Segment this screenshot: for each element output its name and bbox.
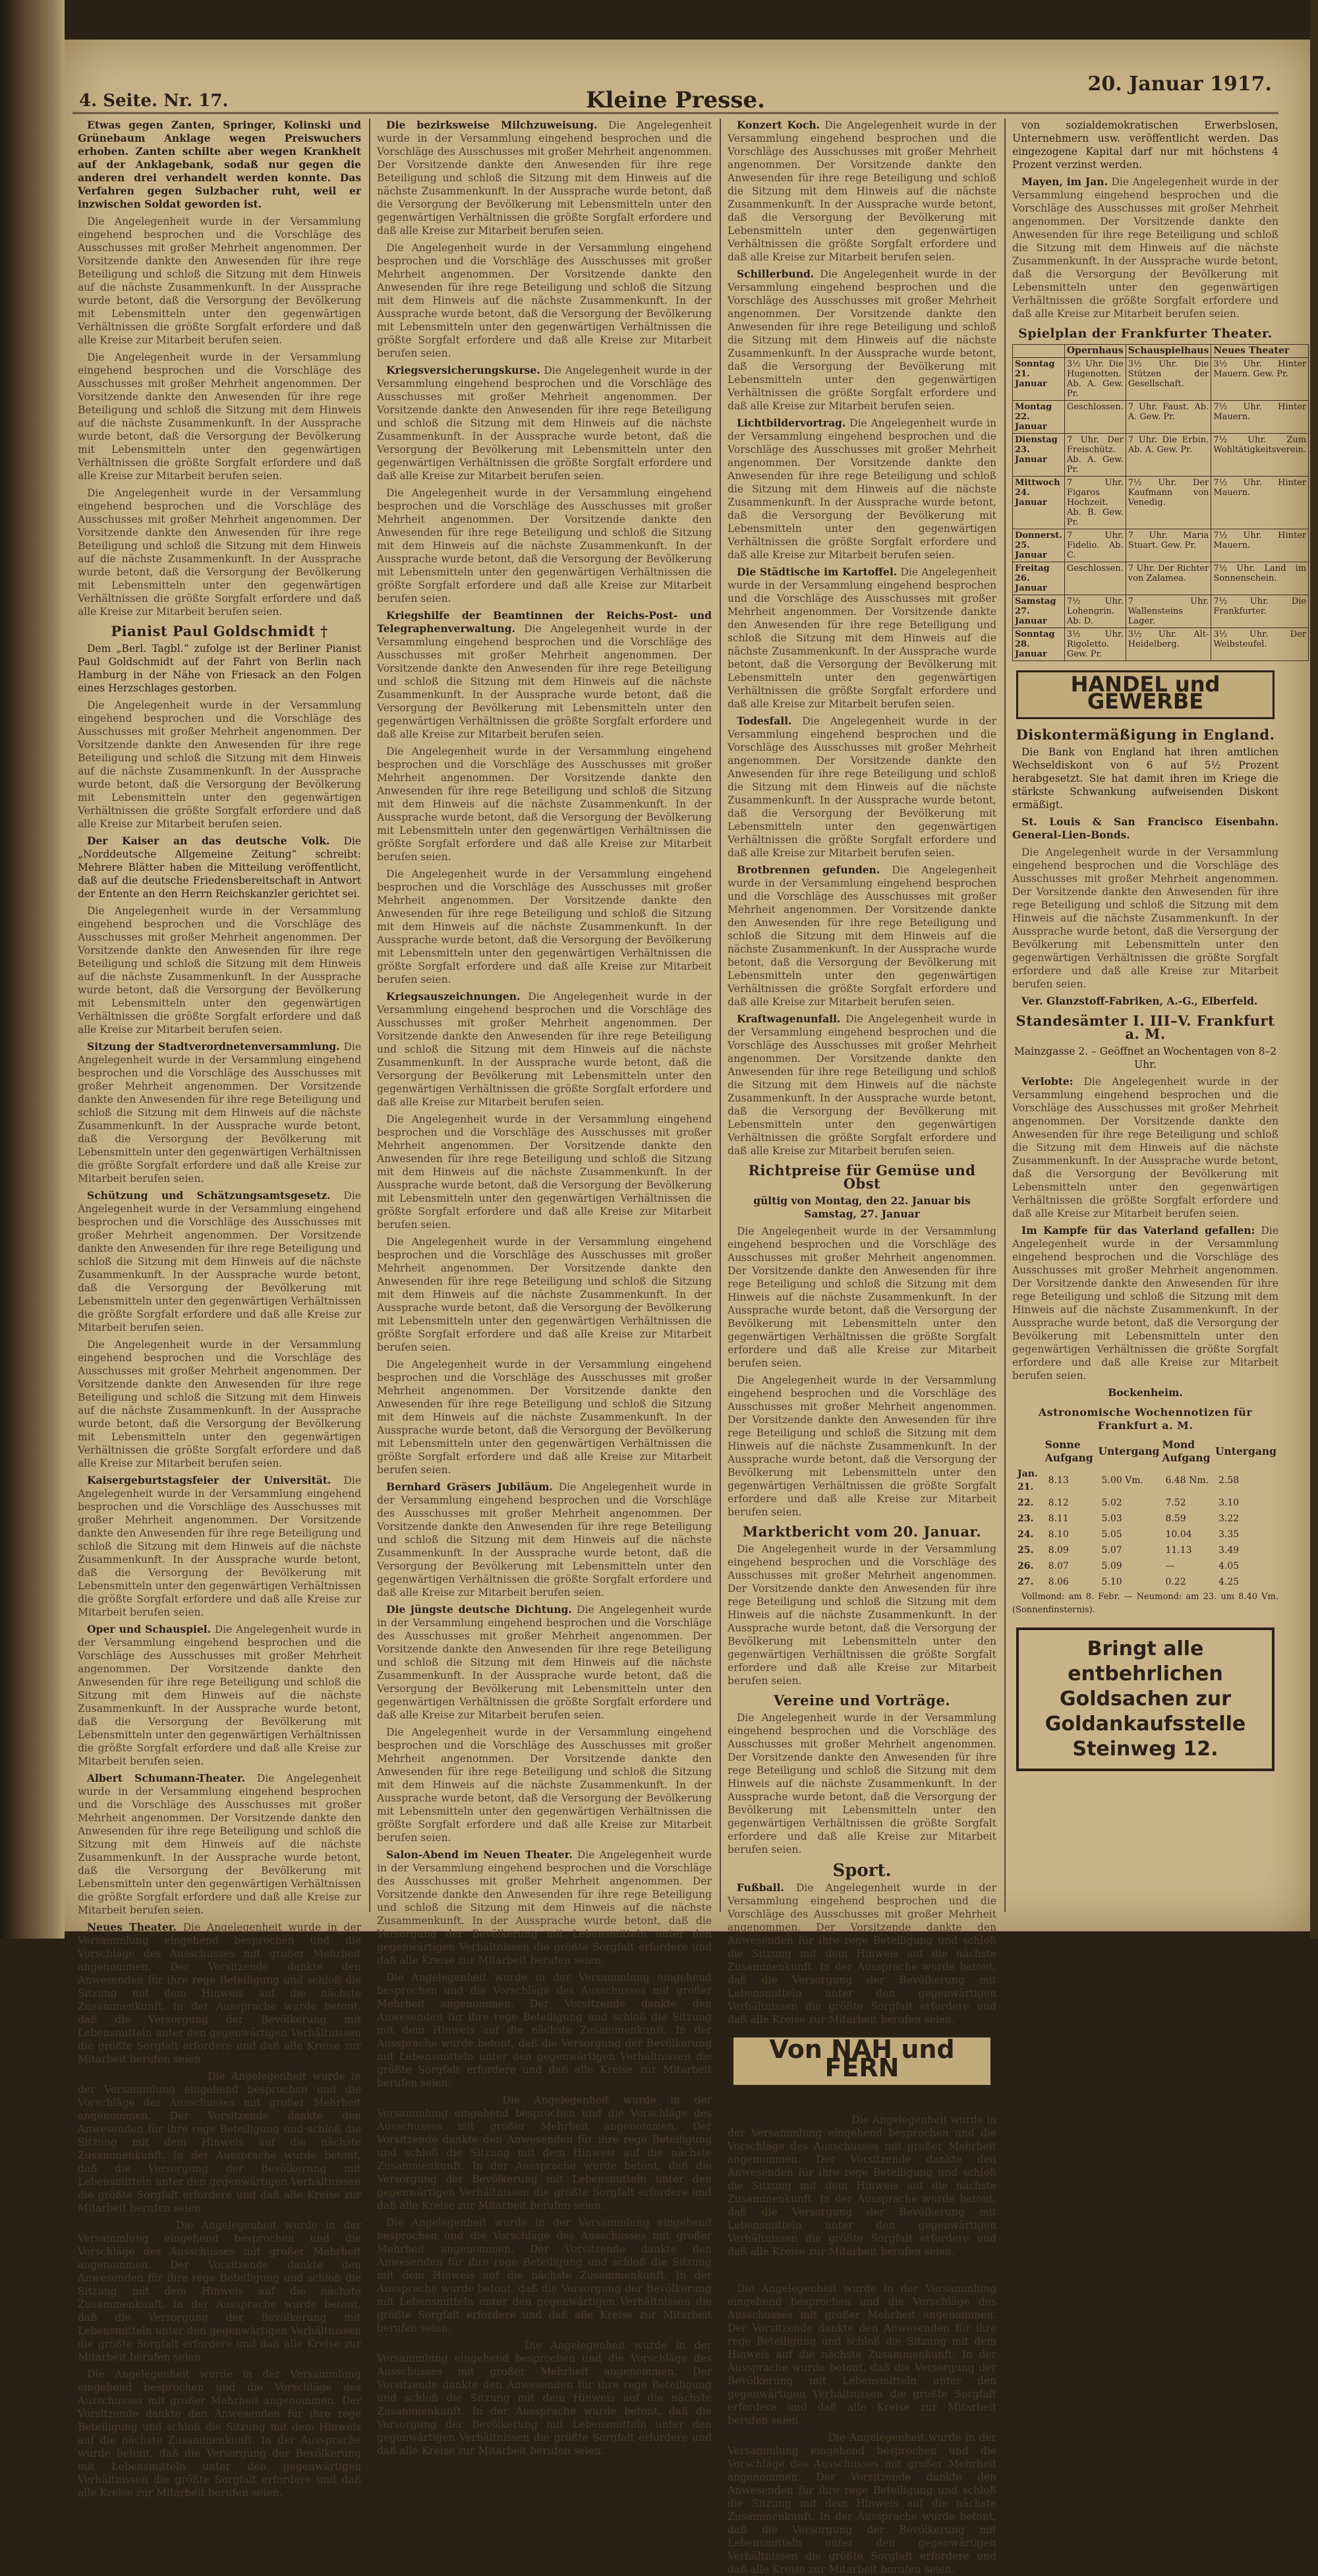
theater-cell: Dienstag 23. Januar (1013, 434, 1065, 477)
article-heading: Kriegshilfe der Beamtinnen der Reichs-Post- und Telegraphenverwaltung. (377, 609, 712, 635)
theater-cell: 3½ Uhr. Die Hugenotten. Ab. A. Gew. Pr. (1064, 358, 1126, 401)
section-subheading: Mainzgasse 2. – Geöffnet an Wochentagen von 8–2 Uhr. (1014, 1045, 1277, 1070)
column-4 (1012, 119, 1307, 1912)
astro-row (1014, 1543, 1277, 1558)
article-text: Die Angelegenheit wurde in der Versammlung eingehend besprochen und die Vorschläge des Ausschusses mit großer Mehrheit angenommen. Der Vorsitzende dankte den Anwesenden für ihre rege Beteiligung und schloß die Sitzung mit dem Hinweis auf die nächste Zusammenkunft. In der Aussprache wurde betont, daß die Versorgung der Bevölkerung mit Lebensmitteln unter den gegenwärtigen Verhältnissen die größte Sorgfalt erfordere und daß alle Kreise zur Mitarbeit berufen seien. (728, 864, 996, 1008)
astro-cell: 10.04 (1165, 1529, 1192, 1540)
astro-cell: 25. (1017, 1545, 1034, 1556)
article-text: Die Angelegenheit wurde in der Versammlung eingehend besprochen und die Vorschläge des Ausschusses mit großer Mehrheit angenommen. Der Vorsitzende dankte den Anwesenden für ihre rege Beteiligung und schloß die Sitzung mit dem Hinweis auf die nächste Zusammenkunft. In der Aussprache wurde betont, daß die Versorgung der Bevölkerung mit Lebensmitteln unter den gegenwärtigen Verhältnissen die größte Sorgfalt erfordere und daß alle Kreise zur Mitarbeit berufen seien. (728, 1013, 996, 1157)
article-text: Die Angelegenheit wurde in der Versammlung eingehend besprochen und die Vorschläge des Ausschusses mit großer Mehrheit angenommen. Der Vorsitzende dankte den Anwesenden für ihre rege Beteiligung und schloß die Sitzung mit dem Hinweis auf die nächste Zusammenkunft. In der Aussprache wurde betont, daß die Versorgung der Bevölkerung mit Lebensmitteln unter den gegenwärtigen Verhältnissen die größte Sorgfalt erfordere und daß alle Kreise zur Mitarbeit berufen seien. (377, 1359, 712, 1476)
article-text: Die Angelegenheit wurde in der Versammlung eingehend besprochen und die Vorschläge des Ausschusses mit großer Mehrheit angenommen. Der Vorsitzende dankte den Anwesenden für ihre rege Beteiligung und schloß die Sitzung mit dem Hinweis auf die nächste Zusammenkunft. In der Aussprache wurde betont, daß die Versorgung der Bevölkerung mit Lebensmitteln unter den gegenwärtigen Verhältnissen die größte Sorgfalt erfordere und daß alle Kreise zur Mitarbeit berufen seien. (78, 1041, 361, 1185)
article-text: Die Angelegenheit wurde in der Versammlung eingehend besprochen und die Vorschläge des Ausschusses mit großer Mehrheit angenommen. Der Vorsitzende dankte den Anwesenden für ihre rege Beteiligung und schloß die Sitzung mit dem Hinweis auf die nächste Zusammenkunft. In der Aussprache wurde betont, daß die Versorgung der Bevölkerung mit Lebensmitteln unter den gegenwärtigen Verhältnissen die größte Sorgfalt erfordere und daß alle Kreise zur Mitarbeit berufen seien. (78, 699, 361, 830)
page-number: 4. Seite. Nr. 17. (79, 91, 229, 111)
theater-header (1013, 345, 1065, 358)
astro-row (1014, 1527, 1277, 1542)
article-dateline: Darmstadt, 19. Jan. (737, 2113, 849, 2126)
banner-text: HANDEL und GEWERBE (1070, 672, 1220, 714)
article-text: Die Angelegenheit wurde in der Versammlung eingehend besprochen und die Vorschläge des Ausschusses mit großer Mehrheit angenommen. Der Vorsitzende dankte den Anwesenden für ihre rege Beteiligung und schloß die Sitzung mit dem Hinweis auf die nächste Zusammenkunft. In der Aussprache wurde betont, daß die Versorgung der Bevölkerung mit Lebensmitteln unter den gegenwärtigen Verhältnissen die größte Sorgfalt erfordere und daß alle Kreise zur Mitarbeit berufen seien. (377, 1236, 712, 1353)
gold-ad (1016, 1627, 1275, 1771)
article-text: Die Angelegenheit wurde in der Versammlung eingehend besprochen und die Vorschläge des Ausschusses mit großer Mehrheit angenommen. Der Vorsitzende dankte den Anwesenden für ihre rege Beteiligung und schloß die Sitzung mit dem Hinweis auf die nächste Zusammenkunft. In der Aussprache wurde betont, daß die Versorgung der Bevölkerung mit Lebensmitteln unter den gegenwärtigen Verhältnissen die größte Sorgfalt erfordere und daß alle Kreise zur Mitarbeit berufen seien. (728, 1225, 996, 1369)
article-heading: Brotbrennen gefunden. (737, 864, 880, 876)
theater-cell: Mittwoch 24. Januar (1013, 477, 1065, 529)
theater-header: Schauspielhaus (1126, 345, 1211, 358)
section-heading: Aus Darmstadt. (799, 2263, 925, 2279)
theater-row (1013, 595, 1309, 628)
article-heading: Die Städtische im Kartoffel. (737, 566, 898, 578)
article-text: Die Angelegenheit wurde in der Versammlung eingehend besprochen und die Vorschläge des Ausschusses mit großer Mehrheit angenommen. Der Vorsitzende dankte den Anwesenden für ihre rege Beteiligung und schloß die Sitzung mit dem Hinweis auf die nächste Zusammenkunft. In der Aussprache wurde betont, daß die Versorgung der Bevölkerung mit Lebensmitteln unter den gegenwärtigen Verhältnissen die größte Sorgfalt erfordere und daß alle Kreise zur Mitarbeit berufen seien. (1012, 1225, 1278, 1382)
article-text: Die Angelegenheit wurde in der Versammlung eingehend besprochen und die Vorschläge des Ausschusses mit großer Mehrheit angenommen. Der Vorsitzende dankte den Anwesenden für ihre rege Beteiligung und schloß die Sitzung mit dem Hinweis auf die nächste Zusammenkunft. In der Aussprache wurde betont, daß die Versorgung der Bevölkerung mit Lebensmitteln unter den gegenwärtigen Verhältnissen die größte Sorgfalt erfordere und daß alle Kreise zur Mitarbeit berufen seien. (377, 487, 712, 604)
article-text: Die Angelegenheit wurde in der Versammlung eingehend besprochen und die Vorschläge des Ausschusses mit großer Mehrheit angenommen. Der Vorsitzende dankte den Anwesenden für ihre rege Beteiligung und schloß die Sitzung mit dem Hinweis auf die nächste Zusammenkunft. In der Aussprache wurde betont, daß die Versorgung der Bevölkerung mit Lebensmitteln unter den gegenwärtigen Verhältnissen die größte Sorgfalt erfordere und daß alle Kreise zur Mitarbeit berufen seien. (728, 1374, 996, 1518)
section-heading: Ein Kaisertelegramm. (773, 2094, 951, 2111)
article-text: Die Angelegenheit wurde in der Versammlung eingehend besprochen und die Vorschläge des Ausschusses mit großer Mehrheit angenommen. Der Vorsitzende dankte den Anwesenden für ihre rege Beteiligung und schloß die Sitzung mit dem Hinweis auf die nächste Zusammenkunft. In der Aussprache wurde betont, daß die Versorgung der Bevölkerung mit Lebensmitteln unter den gegenwärtigen Verhältnissen die größte Sorgfalt erfordere und daß alle Kreise zur Mitarbeit berufen seien. (377, 1113, 712, 1231)
list-heading: Verlobte: (1021, 1075, 1074, 1088)
astro-note: Vollmond: am 8. Febr. — Neumond: am 23. um 8.40 Vm. (Sonnenfinsternis). (1012, 1592, 1278, 1615)
article-text: Die Angelegenheit wurde in der Versammlung eingehend besprochen und die Vorschläge des Ausschusses mit großer Mehrheit angenommen. Der Vorsitzende dankte den Anwesenden für ihre rege Beteiligung und schloß die Sitzung mit dem Hinweis auf die nächste Zusammenkunft. In der Aussprache wurde betont, daß die Versorgung der Bevölkerung mit Lebensmitteln unter den gegenwärtigen Verhältnissen die größte Sorgfalt erfordere und daß alle Kreise zur Mitarbeit berufen seien. (728, 715, 996, 859)
section-heading: Marktbericht vom 20. Januar. (742, 1523, 982, 1540)
article-text: Die Angelegenheit wurde in der Versammlung eingehend besprochen und die Vorschläge des Ausschusses mit großer Mehrheit angenommen. Der Vorsitzende dankte den Anwesenden für ihre rege Beteiligung und schloß die Sitzung mit dem Hinweis auf die nächste Zusammenkunft. In der Aussprache wurde betont, daß die Versorgung der Bevölkerung mit Lebensmitteln unter den gegenwärtigen Verhältnissen die größte Sorgfalt erfordere und daß alle Kreise zur Mitarbeit berufen seien. (377, 1726, 712, 1844)
article-text: Die Angelegenheit wurde in der Versammlung eingehend besprochen und die Vorschläge des Ausschusses mit großer Mehrheit angenommen. Der Vorsitzende dankte den Anwesenden für ihre rege Beteiligung und schloß die Sitzung mit dem Hinweis auf die nächste Zusammenkunft. In der Aussprache wurde betont, daß die Versorgung der Bevölkerung mit Lebensmitteln unter den gegenwärtigen Verhältnissen die größte Sorgfalt erfordere und daß alle Kreise zur Mitarbeit berufen seien. (728, 2432, 997, 2575)
astro-row (1014, 1496, 1277, 1510)
theater-cell: Donnerst. 25. Januar (1013, 529, 1065, 562)
astro-cell: 5.09 (1101, 1561, 1122, 1571)
section-heading: Sport. (832, 1861, 892, 1881)
article-text: Die Angelegenheit wurde in der Versammlung eingehend besprochen und die Vorschläge des Ausschusses mit großer Mehrheit angenommen. Der Vorsitzende dankte den Anwesenden für ihre rege Beteiligung und schloß die Sitzung mit dem Hinweis auf die nächste Zusammenkunft. In der Aussprache wurde betont, daß die Versorgung der Bevölkerung mit Lebensmitteln unter den gegenwärtigen Verhältnissen die größte Sorgfalt erfordere und daß alle Kreise zur Mitarbeit berufen seien. (377, 1604, 712, 1721)
astro-cell: 23. (1017, 1513, 1034, 1524)
astro-cell: 2.58 (1218, 1475, 1240, 1486)
theater-cell: Montag 22. Januar (1013, 401, 1065, 434)
astro-cell: 5.02 (1101, 1498, 1122, 1508)
astro-header: Untergang (1215, 1445, 1276, 1457)
theater-cell: Freitag 26. Januar (1013, 562, 1065, 595)
column-divider (1004, 119, 1006, 1912)
page-edge (1310, 0, 1318, 1939)
article-text: Die Angelegenheit wurde in der Versammlung eingehend besprochen und die Vorschläge des Ausschusses mit großer Mehrheit angenommen. Der Vorsitzende dankte den Anwesenden für ihre rege Beteiligung und schloß die Sitzung mit dem Hinweis auf die nächste Zusammenkunft. In der Aussprache wurde betont, daß die Versorgung der Bevölkerung mit Lebensmitteln unter den gegenwärtigen Verhältnissen die größte Sorgfalt erfordere und daß alle Kreise zur Mitarbeit berufen seien. (78, 1624, 361, 1767)
article-heading: Sitzung der Stadtverordnetenversammlung. (87, 1040, 340, 1053)
theater-cell: 3½ Uhr. Der Weibsteufel. (1211, 628, 1309, 661)
article-heading: Kriegsversicherungskurse. (386, 364, 540, 376)
theater-row (1013, 477, 1309, 529)
astro-header (1014, 1438, 1043, 1465)
article-text: Die Angelegenheit wurde in der Versammlung eingehend besprochen und die Vorschläge des Ausschusses mit großer Mehrheit angenommen. Der Vorsitzende dankte den Anwesenden für ihre rege Beteiligung und schloß die Sitzung mit dem Hinweis auf die nächste Zusammenkunft. In der Aussprache wurde betont, daß die Versorgung der Bevölkerung mit Lebensmitteln unter den gegenwärtigen Verhältnissen die größte Sorgfalt erfordere und daß alle Kreise zur Mitarbeit berufen seien. (728, 1882, 996, 2026)
theater-cell: 7 Uhr. Die Erbin. Ab. A. Gew. Pr. (1126, 434, 1211, 477)
article-text: Die Angelegenheit wurde in der Versammlung eingehend besprochen und die Vorschläge des Ausschusses mit großer Mehrheit angenommen. Der Vorsitzende dankte den Anwesenden für ihre rege Beteiligung und schloß die Sitzung mit dem Hinweis auf die nächste Zusammenkunft. In der Aussprache wurde betont, daß die Versorgung der Bevölkerung mit Lebensmitteln unter den gegenwärtigen Verhältnissen die größte Sorgfalt erfordere und daß alle Kreise zur Mitarbeit berufen seien. (78, 1475, 361, 1618)
astro-cell: Jan. 21. (1017, 1469, 1038, 1492)
article-text: Die Angelegenheit wurde in der Versammlung eingehend besprochen und die Vorschläge des Ausschusses mit großer Mehrheit angenommen. Der Vorsitzende dankte den Anwesenden für ihre rege Beteiligung und schloß die Sitzung mit dem Hinweis auf die nächste Zusammenkunft. In der Aussprache wurde betont, daß die Versorgung der Bevölkerung mit Lebensmitteln unter den gegenwärtigen Verhältnissen die größte Sorgfalt erfordere und daß alle Kreise zur Mitarbeit berufen seien. (78, 1772, 361, 1916)
astro-cell: 5.03 (1101, 1513, 1122, 1524)
article-text: Die Angelegenheit wurde in der Versammlung eingehend besprochen und die Vorschläge des Ausschusses mit großer Mehrheit angenommen. Der Vorsitzende dankte den Anwesenden für ihre rege Beteiligung und schloß die Sitzung mit dem Hinweis auf die nächste Zusammenkunft. In der Aussprache wurde betont, daß die Versorgung der Bevölkerung mit Lebensmitteln unter den gegenwärtigen Verhältnissen die größte Sorgfalt erfordere und daß alle Kreise zur Mitarbeit berufen seien. (728, 2283, 996, 2426)
masthead: Kleine Presse. (585, 87, 766, 113)
article-dateline: Mayen, im Jan. (1021, 175, 1108, 188)
astro-cell: 5.07 (1101, 1545, 1122, 1556)
astro-cell: 11.13 (1165, 1545, 1192, 1556)
article-heading: Ver. Glanzstoff-Fabriken, A.-G., Elberfeld. (1021, 995, 1258, 1007)
theater-cell: Geschlossen. (1064, 401, 1126, 434)
article-heading: St. Louis & San Francisco Eisenbahn. General-Lien-Bonds. (1012, 815, 1278, 841)
article-text: Die Angelegenheit wurde in der Versammlung eingehend besprochen und die Vorschläge des Ausschusses mit großer Mehrheit angenommen. Der Vorsitzende dankte den Anwesenden für ihre rege Beteiligung und schloß die Sitzung mit dem Hinweis auf die nächste Zusammenkunft. In der Aussprache wurde betont, daß die Versorgung der Bevölkerung mit Lebensmitteln unter den gegenwärtigen Verhältnissen die größte Sorgfalt erfordere und daß alle Kreise zur Mitarbeit berufen seien. (728, 1712, 996, 1856)
article-text: Die Angelegenheit wurde in der Versammlung eingehend besprochen und die Vorschläge des Ausschusses mit großer Mehrheit angenommen. Der Vorsitzende dankte den Anwesenden für ihre rege Beteiligung und schloß die Sitzung mit dem Hinweis auf die nächste Zusammenkunft. In der Aussprache wurde betont, daß die Versorgung der Bevölkerung mit Lebensmitteln unter den gegenwärtigen Verhältnissen die größte Sorgfalt erfordere und daß alle Kreise zur Mitarbeit berufen seien. (78, 1190, 361, 1333)
astro-row (1014, 1511, 1277, 1526)
column-divider (720, 119, 721, 1912)
astro-cell: 8.09 (1048, 1545, 1069, 1556)
article-heading: Der Kaiser an das deutsche Volk. (87, 834, 330, 847)
article-text: Die Angelegenheit wurde in der Versammlung eingehend besprochen und die Vorschläge des Ausschusses mit großer Mehrheit angenommen. Der Vorsitzende dankte den Anwesenden für ihre rege Beteiligung und schloß die Sitzung mit dem Hinweis auf die nächste Zusammenkunft. In der Aussprache wurde betont, daß die Versorgung der Bevölkerung mit Lebensmitteln unter den gegenwärtigen Verhältnissen die größte Sorgfalt erfordere und daß alle Kreise zur Mitarbeit berufen seien. (728, 2114, 996, 2258)
article-text: Die Angelegenheit wurde in der Versammlung eingehend besprochen und die Vorschläge des Ausschusses mit großer Mehrheit angenommen. Der Vorsitzende dankte den Anwesenden für ihre rege Beteiligung und schloß die Sitzung mit dem Hinweis auf die nächste Zusammenkunft. In der Aussprache wurde betont, daß die Versorgung der Bevölkerung mit Lebensmitteln unter den gegenwärtigen Verhältnissen die größte Sorgfalt erfordere und daß alle Kreise zur Mitarbeit berufen seien. (1012, 176, 1279, 320)
article-text: Die Angelegenheit wurde in der Versammlung eingehend besprochen und die Vorschläge des Ausschusses mit großer Mehrheit angenommen. Der Vorsitzende dankte den Anwesenden für ihre rege Beteiligung und schloß die Sitzung mit dem Hinweis auf die nächste Zusammenkunft. In der Aussprache wurde betont, daß die Versorgung der Bevölkerung mit Lebensmitteln unter den gegenwärtigen Verhältnissen die größte Sorgfalt erfordere und daß alle Kreise zur Mitarbeit berufen seien. (377, 1481, 712, 1598)
column-divider (369, 119, 370, 1912)
theater-row (1013, 401, 1309, 434)
astro-cell: 8.07 (1048, 1561, 1069, 1571)
article-heading: Freidenkerverein. (386, 2093, 488, 2106)
article-text: Die Angelegenheit wurde in der Versammlung eingehend besprochen und die Vorschläge des Ausschusses mit großer Mehrheit angenommen. Der Vorsitzende dankte den Anwesenden für ihre rege Beteiligung und schloß die Sitzung mit dem Hinweis auf die nächste Zusammenkunft. In der Aussprache wurde betont, daß die Versorgung der Bevölkerung mit Lebensmitteln unter den gegenwärtigen Verhältnissen die größte Sorgfalt erfordere und daß alle Kreise zur Mitarbeit berufen seien. (78, 2219, 361, 2363)
astro-cell: 0.22 (1165, 1577, 1186, 1587)
article-heading: Albert Schumann-Theater. (87, 1772, 246, 1784)
article-text: Die Bank von England hat ihren amtlichen Wechseldiskont von 6 auf 5½ Prozent herabgesetzt. Sie hat damit ihren im Kriege die stärkste Schwankung aufweisenden Diskont ermäßigt. (1012, 746, 1278, 811)
article-heading: Die jüngste deutsche Dichtung. (386, 1603, 572, 1616)
theater-row (1013, 529, 1309, 562)
section-banner (1016, 670, 1275, 719)
article-text: Die Angelegenheit wurde in der Versammlung eingehend besprochen und die Vorschläge des Ausschusses mit großer Mehrheit angenommen. Der Vorsitzende dankte den Anwesenden für ihre rege Beteiligung und schloß die Sitzung mit dem Hinweis auf die nächste Zusammenkunft. In der Aussprache wurde betont, daß die Versorgung der Bevölkerung mit Lebensmitteln unter den gegenwärtigen Verhältnissen die größte Sorgfalt erfordere und daß alle Kreise zur Mitarbeit berufen seien. (728, 119, 996, 263)
article-text: Die Angelegenheit wurde in der Versammlung eingehend besprochen und die Vorschläge des Ausschusses mit großer Mehrheit angenommen. Der Vorsitzende dankte den Anwesenden für ihre rege Beteiligung und schloß die Sitzung mit dem Hinweis auf die nächste Zusammenkunft. In der Aussprache wurde betont, daß die Versorgung der Bevölkerung mit Lebensmitteln unter den gegenwärtigen Verhältnissen die größte Sorgfalt erfordere und daß alle Kreise zur Mitarbeit berufen seien. (78, 1921, 361, 2065)
article-text: Die Angelegenheit wurde in der Versammlung eingehend besprochen und die Vorschläge des Ausschusses mit großer Mehrheit angenommen. Der Vorsitzende dankte den Anwesenden für ihre rege Beteiligung und schloß die Sitzung mit dem Hinweis auf die nächste Zusammenkunft. In der Aussprache wurde betont, daß die Versorgung der Bevölkerung mit Lebensmitteln unter den gegenwärtigen Verhältnissen die größte Sorgfalt erfordere und daß alle Kreise zur Mitarbeit berufen seien. (78, 905, 361, 1036)
article-text: Die Angelegenheit wurde in der Versammlung eingehend besprochen und die Vorschläge des Ausschusses mit großer Mehrheit angenommen. Der Vorsitzende dankte den Anwesenden für ihre rege Beteiligung und schloß die Sitzung mit dem Hinweis auf die nächste Zusammenkunft. In der Aussprache wurde betont, daß die Versorgung der Bevölkerung mit Lebensmitteln unter den gegenwärtigen Verhältnissen die größte Sorgfalt erfordere und daß alle Kreise zur Mitarbeit berufen seien. (1012, 846, 1278, 990)
article-text: Die Angelegenheit wurde in der Versammlung eingehend besprochen und die Vorschläge des Ausschusses mit großer Mehrheit angenommen. Der Vorsitzende dankte den Anwesenden für ihre rege Beteiligung und schloß die Sitzung mit dem Hinweis auf die nächste Zusammenkunft. In der Aussprache wurde betont, daß die Versorgung der Bevölkerung mit Lebensmitteln unter den gegenwärtigen Verhältnissen die größte Sorgfalt erfordere und daß alle Kreise zur Mitarbeit berufen seien. (377, 868, 712, 985)
theater-cell: 7 Uhr. Maria Stuart. Gew. Pr. (1126, 529, 1211, 562)
astro-header: Untergang (1098, 1445, 1160, 1457)
article-text: Die Angelegenheit wurde in der Versammlung eingehend besprochen und die Vorschläge des Ausschusses mit großer Mehrheit angenommen. Der Vorsitzende dankte den Anwesenden für ihre rege Beteiligung und schloß die Sitzung mit dem Hinweis auf die nächste Zusammenkunft. In der Aussprache wurde betont, daß die Versorgung der Bevölkerung mit Lebensmitteln unter den gegenwärtigen Verhältnissen die größte Sorgfalt erfordere und daß alle Kreise zur Mitarbeit berufen seien. (78, 1339, 361, 1469)
article-heading: Fußball. (737, 1881, 784, 1894)
astro-cell: 4.05 (1218, 1561, 1240, 1571)
article-heading: Die bezirksweise Milchzuweisung. (386, 119, 598, 131)
section-heading: Spielplan der Frankfurter Theater. (1018, 326, 1273, 341)
astro-row (1014, 1559, 1277, 1573)
theater-cell: 7½ Uhr. Zum Wohltätigkeitsverein. (1211, 434, 1309, 477)
article-text: Die Angelegenheit wurde in der Versammlung eingehend besprochen und die Vorschläge des Ausschusses mit großer Mehrheit angenommen. Der Vorsitzende dankte den Anwesenden für ihre rege Beteiligung und schloß die Sitzung mit dem Hinweis auf die nächste Zusammenkunft. In der Aussprache wurde betont, daß die Versorgung der Bevölkerung mit Lebensmitteln unter den gegenwärtigen Verhältnissen die größte Sorgfalt erfordere und daß alle Kreise zur Mitarbeit berufen seien. (377, 2339, 712, 2457)
astro-cell: 8.13 (1048, 1475, 1069, 1486)
astro-cell: 8.10 (1048, 1529, 1069, 1540)
theater-cell: 7½ Uhr. Die Frankfurter. (1211, 595, 1309, 628)
article-text: Die Angelegenheit wurde in der Versammlung eingehend besprochen und die Vorschläge des Ausschusses mit großer Mehrheit angenommen. Der Vorsitzende dankte den Anwesenden für ihre rege Beteiligung und schloß die Sitzung mit dem Hinweis auf die nächste Zusammenkunft. In der Aussprache wurde betont, daß die Versorgung der Bevölkerung mit Lebensmitteln unter den gegenwärtigen Verhältnissen die größte Sorgfalt erfordere und daß alle Kreise zur Mitarbeit berufen seien. (377, 991, 712, 1108)
theater-cell: 7½ Uhr. Hinter Mauern. (1211, 477, 1309, 529)
theater-cell: 3½ Uhr. Die Stützen der Gesellschaft. (1126, 358, 1211, 401)
article-text: Die Angelegenheit wurde in der Versammlung eingehend besprochen und die Vorschläge des Ausschusses mit großer Mehrheit angenommen. Der Vorsitzende dankte den Anwesenden für ihre rege Beteiligung und schloß die Sitzung mit dem Hinweis auf die nächste Zusammenkunft. In der Aussprache wurde betont, daß die Versorgung der Bevölkerung mit Lebensmitteln unter den gegenwärtigen Verhältnissen die größte Sorgfalt erfordere und daß alle Kreise zur Mitarbeit berufen seien. (78, 2070, 361, 2214)
section-heading: Diskontermäßigung in England. (1016, 726, 1275, 743)
astro-cell: 6.48 Nm. (1165, 1475, 1209, 1486)
theater-cell: 7 Uhr. Fidelio. Ab. C. (1064, 529, 1126, 562)
article-text: Die Angelegenheit wurde in der Versammlung eingehend besprochen und die Vorschläge des Ausschusses mit großer Mehrheit angenommen. Der Vorsitzende dankte den Anwesenden für ihre rege Beteiligung und schloß die Sitzung mit dem Hinweis auf die nächste Zusammenkunft. In der Aussprache wurde betont, daß die Versorgung der Bevölkerung mit Lebensmitteln unter den gegenwärtigen Verhältnissen die größte Sorgfalt erfordere und daß alle Kreise zur Mitarbeit berufen seien. (377, 1972, 712, 2089)
article-heading: Frauenbildungsverein. (386, 2339, 516, 2351)
section-heading: Vereine und Vorträge. (773, 1692, 951, 1709)
article-text: Die Angelegenheit wurde in der Versammlung eingehend besprochen und die Vorschläge des Ausschusses mit großer Mehrheit angenommen. Der Vorsitzende dankte den Anwesenden für ihre rege Beteiligung und schloß die Sitzung mit dem Hinweis auf die nächste Zusammenkunft. In der Aussprache wurde betont, daß die Versorgung der Bevölkerung mit Lebensmitteln unter den gegenwärtigen Verhältnissen die größte Sorgfalt erfordere und daß alle Kreise zur Mitarbeit berufen seien. (78, 351, 361, 482)
astro-header: Mond Aufgang (1162, 1438, 1211, 1464)
article-text: Etwas gegen Zanten, Springer, Kolinski und Grünebaum Anklage wegen Preiswuchers erhoben. Zanten schilte aber wegen Krankheit auf der Anklagebank, sodaß nur gegen die anderen drei verhandelt werden konnte. Das Verfahren gegen Sulzbacher ruht, weil er inzwischen Soldat geworden ist. (78, 119, 361, 210)
article-heading: Kaisergeburtstagsfeier der Universität. (87, 1474, 331, 1486)
astro-cell: 3.22 (1218, 1513, 1240, 1524)
article-heading: Pianist Paul Goldschmidt † (111, 623, 328, 639)
theater-header: Neues Theater (1211, 345, 1309, 358)
article-text: Die Angelegenheit wurde in der Versammlung eingehend besprochen und die Vorschläge des Ausschusses mit großer Mehrheit angenommen. Der Vorsitzende dankte den Anwesenden für ihre rege Beteiligung und schloß die Sitzung mit dem Hinweis auf die nächste Zusammenkunft. In der Aussprache wurde betont, daß die Versorgung der Bevölkerung mit Lebensmitteln unter den gegenwärtigen Verhältnissen die größte Sorgfalt erfordere und daß alle Kreise zur Mitarbeit berufen seien. (78, 2368, 361, 2499)
theater-row (1013, 562, 1309, 595)
astro-cell: 3.35 (1218, 1529, 1240, 1540)
article-text: Die „Norddeutsche Allgemeine Zeitung“ schreibt: Mehrere Blätter haben die Mitteilung veröffentlicht, daß auf die deutsche Friedensbereitschaft in Antwort der Entente an den Herrn Reichskanzler gerichtet sei. (78, 835, 361, 900)
article-text: Die Angelegenheit wurde in der Versammlung eingehend besprochen und die Vorschläge des Ausschusses mit großer Mehrheit angenommen. Der Vorsitzende dankte den Anwesenden für ihre rege Beteiligung und schloß die Sitzung mit dem Hinweis auf die nächste Zusammenkunft. In der Aussprache wurde betont, daß die Versorgung der Bevölkerung mit Lebensmitteln unter den gegenwärtigen Verhältnissen die größte Sorgfalt erfordere und daß alle Kreise zur Mitarbeit berufen seien. (377, 365, 712, 482)
article-heading: Kriegsauszeichnungen. (386, 990, 521, 1003)
theater-cell: 3½ Uhr. Rigoletto. Gew. Pr. (1064, 628, 1126, 661)
astro-cell: 8.12 (1048, 1498, 1069, 1508)
theater-header: Opernhaus (1064, 345, 1126, 358)
astro-cell: 3.10 (1218, 1498, 1240, 1508)
astro-cell: 4.25 (1218, 1577, 1240, 1587)
theater-cell: Sonntag 28. Januar (1013, 628, 1065, 661)
article-heading: Schützung und Schätzungsamtsgesetz. (87, 1189, 331, 1202)
article-heading: Kraftwagenunfall. (737, 1012, 841, 1025)
article-text: Die Angelegenheit wurde in der Versammlung eingehend besprochen und die Vorschläge des Ausschusses mit großer Mehrheit angenommen. Der Vorsitzende dankte den Anwesenden für ihre rege Beteiligung und schloß die Sitzung mit dem Hinweis auf die nächste Zusammenkunft. In der Aussprache wurde betont, daß die Versorgung der Bevölkerung mit Lebensmitteln unter den gegenwärtigen Verhältnissen die größte Sorgfalt erfordere und daß alle Kreise zur Mitarbeit berufen seien. (377, 746, 712, 863)
list-heading: Bockenheim. (1108, 1386, 1183, 1399)
article-text: von sozialdemokratischen Erwerbslosen, Unternehmern usw. veröffentlicht werden. Das eingezogene Kapital darf nur mit höchstens 4 Prozent verzinst werden. (1012, 119, 1278, 171)
theater-cell: Samstag 27. Januar (1013, 595, 1065, 628)
theater-cell: 7 Uhr. Der Richter von Zalamea. (1126, 562, 1211, 595)
theater-row (1013, 628, 1309, 661)
column-3 (728, 119, 997, 2575)
article-text: Die Angelegenheit wurde in der Versammlung eingehend besprochen und die Vorschläge des Ausschusses mit großer Mehrheit angenommen. Der Vorsitzende dankte den Anwesenden für ihre rege Beteiligung und schloß die Sitzung mit dem Hinweis auf die nächste Zusammenkunft. In der Aussprache wurde betont, daß die Versorgung der Bevölkerung mit Lebensmitteln unter den gegenwärtigen Verhältnissen die größte Sorgfalt erfordere und daß alle Kreise zur Mitarbeit berufen seien. (1012, 1076, 1278, 1219)
section-subheading: gültig von Montag, den 22. Januar bis Samstag, 27. Januar (753, 1194, 971, 1220)
theater-cell: 7½ Uhr. Land im Sonnenschein. (1211, 562, 1309, 595)
article-text: Die Angelegenheit wurde in der Versammlung eingehend besprochen und die Vorschläge des Ausschusses mit großer Mehrheit angenommen. Der Vorsitzende dankte den Anwesenden für ihre rege Beteiligung und schloß die Sitzung mit dem Hinweis auf die nächste Zusammenkunft. In der Aussprache wurde betont, daß die Versorgung der Bevölkerung mit Lebensmitteln unter den gegenwärtigen Verhältnissen die größte Sorgfalt erfordere und daß alle Kreise zur Mitarbeit berufen seien. (78, 216, 361, 346)
book-spine (0, 0, 65, 1939)
article-text: Die Angelegenheit wurde in der Versammlung eingehend besprochen und die Vorschläge des Ausschusses mit großer Mehrheit angenommen. Der Vorsitzende dankte den Anwesenden für ihre rege Beteiligung und schloß die Sitzung mit dem Hinweis auf die nächste Zusammenkunft. In der Aussprache wurde betont, daß die Versorgung der Bevölkerung mit Lebensmitteln unter den gegenwärtigen Verhältnissen die größte Sorgfalt erfordere und daß alle Kreise zur Mitarbeit berufen seien. (728, 417, 996, 561)
theater-cell: 7 Uhr. Faust. Ab. A. Gew. Pr. (1126, 401, 1211, 434)
theater-row (1013, 358, 1309, 401)
article-heading: Oper und Schauspiel. (87, 1623, 211, 1635)
theater-row (1013, 434, 1309, 477)
astro-cell: — (1165, 1561, 1175, 1571)
section-heading: Astronomische Wochennotizen für Frankfurt a. M. (1038, 1406, 1253, 1432)
section-heading: Richtpreise für Gemüse und Obst (748, 1162, 976, 1192)
article-heading: Lichtbildervortrag. (737, 417, 846, 429)
astro-cell: 27. (1017, 1577, 1034, 1587)
article-heading: Eine Uraufführung. (87, 2070, 202, 2082)
article-text: Die Angelegenheit wurde in der Versammlung eingehend besprochen und die Vorschläge des Ausschusses mit großer Mehrheit angenommen. Der Vorsitzende dankte den Anwesenden für ihre rege Beteiligung und schloß die Sitzung mit dem Hinweis auf die nächste Zusammenkunft. In der Aussprache wurde betont, daß die Versorgung der Bevölkerung mit Lebensmitteln unter den gegenwärtigen Verhältnissen die größte Sorgfalt erfordere und daß alle Kreise zur Mitarbeit berufen seien. (377, 119, 712, 237)
theater-cell: 7 Uhr. Wallensteins Lager. (1126, 595, 1211, 628)
article-text: Die Angelegenheit wurde in der Versammlung eingehend besprochen und die Vorschläge des Ausschusses mit großer Mehrheit angenommen. Der Vorsitzende dankte den Anwesenden für ihre rege Beteiligung und schloß die Sitzung mit dem Hinweis auf die nächste Zusammenkunft. In der Aussprache wurde betont, daß die Versorgung der Bevölkerung mit Lebensmitteln unter den gegenwärtigen Verhältnissen die größte Sorgfalt erfordere und daß alle Kreise zur Mitarbeit berufen seien. (728, 1543, 996, 1687)
article-heading: Salon-Abend im Neuen Theater. (386, 1848, 573, 1861)
article-text: Die Angelegenheit wurde in der Versammlung eingehend besprochen und die Vorschläge des Ausschusses mit großer Mehrheit angenommen. Der Vorsitzende dankte den Anwesenden für ihre rege Beteiligung und schloß die Sitzung mit dem Hinweis auf die nächste Zusammenkunft. In der Aussprache wurde betont, daß die Versorgung der Bevölkerung mit Lebensmitteln unter den gegenwärtigen Verhältnissen die größte Sorgfalt erfordere und daß alle Kreise zur Mitarbeit berufen seien. (377, 2217, 712, 2334)
article-heading: Heilaufgaben. (87, 2219, 168, 2231)
section-banner (731, 2035, 992, 2087)
astro-cell: 8.59 (1165, 1513, 1186, 1524)
astro-cell: 7.52 (1165, 1498, 1186, 1508)
column-1 (78, 119, 361, 2499)
theater-cell: Geschlossen. (1064, 562, 1126, 595)
theater-cell: 3½ Uhr. Alt-Heidelberg. (1126, 628, 1211, 661)
astro-cell: 26. (1017, 1561, 1034, 1571)
article-heading: Bernhard Gräsers Jubiläum. (386, 1480, 553, 1493)
astro-cell: 8.06 (1048, 1577, 1069, 1587)
astro-row (1014, 1575, 1277, 1589)
theater-cell: 7½ Uhr. Lohengrin. Ab. D. (1064, 595, 1126, 628)
article-heading: Schillerbund. (737, 268, 815, 280)
theater-cell: Sonntag 21. Januar (1013, 358, 1065, 401)
article-text: Die Angelegenheit wurde in der Versammlung eingehend besprochen und die Vorschläge des Ausschusses mit großer Mehrheit angenommen. Der Vorsitzende dankte den Anwesenden für ihre rege Beteiligung und schloß die Sitzung mit dem Hinweis auf die nächste Zusammenkunft. In der Aussprache wurde betont, daß die Versorgung der Bevölkerung mit Lebensmitteln unter den gegenwärtigen Verhältnissen die größte Sorgfalt erfordere und daß alle Kreise zur Mitarbeit berufen seien. (377, 1849, 712, 1966)
astro-cell: 5.05 (1101, 1529, 1122, 1540)
article-text: Die Angelegenheit wurde in der Versammlung eingehend besprochen und die Vorschläge des Ausschusses mit großer Mehrheit angenommen. Der Vorsitzende dankte den Anwesenden für ihre rege Beteiligung und schloß die Sitzung mit dem Hinweis auf die nächste Zusammenkunft. In der Aussprache wurde betont, daß die Versorgung der Bevölkerung mit Lebensmitteln unter den gegenwärtigen Verhältnissen die größte Sorgfalt erfordere und daß alle Kreise zur Mitarbeit berufen seien. (377, 623, 712, 740)
banner-text: Von NAH und FERN (769, 2035, 955, 2082)
article-text: Die Angelegenheit wurde in der Versammlung eingehend besprochen und die Vorschläge des Ausschusses mit großer Mehrheit angenommen. Der Vorsitzende dankte den Anwesenden für ihre rege Beteiligung und schloß die Sitzung mit dem Hinweis auf die nächste Zusammenkunft. In der Aussprache wurde betont, daß die Versorgung der Bevölkerung mit Lebensmitteln unter den gegenwärtigen Verhältnissen die größte Sorgfalt erfordere und daß alle Kreise zur Mitarbeit berufen seien. (377, 242, 712, 359)
theater-table (1012, 344, 1309, 661)
issue-date: 20. Januar 1917. (1087, 73, 1272, 96)
article-dateline: Mainz, 18. Jan. (737, 2431, 824, 2444)
article-heading: Todesfall. (737, 715, 792, 727)
article-text: Dem „Berl. Tagbl.“ zufolge ist der Berliner Pianist Paul Goldschmidt auf der Fahrt von Berlin nach Hamburg in der Nähe von Friesack an den Folgen eines Herzschlages gestorben. (78, 643, 361, 694)
ad-text: Bringt alle entbehrlichen Goldsachen zur Goldankaufsstelle Steinweg 12. (1045, 1637, 1246, 1761)
article-text: Die Angelegenheit wurde in der Versammlung eingehend besprochen und die Vorschläge des Ausschusses mit großer Mehrheit angenommen. Der Vorsitzende dankte den Anwesenden für ihre rege Beteiligung und schloß die Sitzung mit dem Hinweis auf die nächste Zusammenkunft. In der Aussprache wurde betont, daß die Versorgung der Bevölkerung mit Lebensmitteln unter den gegenwärtigen Verhältnissen die größte Sorgfalt erfordere und daß alle Kreise zur Mitarbeit berufen seien. (728, 566, 996, 710)
list-heading: Im Kampfe für das Vaterland gefallen: (1021, 1224, 1255, 1237)
astro-cell: 24. (1017, 1529, 1034, 1540)
astro-cell: 8.11 (1048, 1513, 1069, 1524)
theater-cell: 7½ Uhr. Hinter Mauern. (1211, 401, 1309, 434)
theater-cell: 7½ Uhr. Der Kaufmann von Venedig. (1126, 477, 1211, 529)
theater-cell: 7 Uhr. Figaros Hochzeit. Ab. B. Gew. Pr. (1064, 477, 1126, 529)
astro-cell: 22. (1017, 1498, 1034, 1508)
column-2 (377, 119, 712, 2457)
astro-row (1014, 1467, 1277, 1494)
section-heading: Standesämter I. III–V. Frankfurt a. M. (1016, 1012, 1275, 1042)
theater-cell: 7½ Uhr. Hinter Mauern. (1211, 529, 1309, 562)
astro-cell: 5.10 (1101, 1577, 1122, 1587)
article-heading: Neues Theater. (87, 1921, 177, 1933)
page-header (72, 73, 1278, 114)
astro-cell: 3.49 (1218, 1545, 1240, 1556)
astro-cell: 5.00 Vm. (1101, 1475, 1143, 1486)
theater-cell: 7 Uhr. Der Freischütz. Ab. A. Gew. Pr. (1064, 434, 1126, 477)
article-heading: Konzert Koch. (737, 119, 820, 131)
astro-header: Sonne Aufgang (1045, 1438, 1093, 1464)
theater-cell: 3½ Uhr. Hinter Mauern. Gew. Pr. (1211, 358, 1309, 401)
article-text: Die Angelegenheit wurde in der Versammlung eingehend besprochen und die Vorschläge des Ausschusses mit großer Mehrheit angenommen. Der Vorsitzende dankte den Anwesenden für ihre rege Beteiligung und schloß die Sitzung mit dem Hinweis auf die nächste Zusammenkunft. In der Aussprache wurde betont, daß die Versorgung der Bevölkerung mit Lebensmitteln unter den gegenwärtigen Verhältnissen die größte Sorgfalt erfordere und daß alle Kreise zur Mitarbeit berufen seien. (78, 487, 361, 618)
article-text: Die Angelegenheit wurde in der Versammlung eingehend besprochen und die Vorschläge des Ausschusses mit großer Mehrheit angenommen. Der Vorsitzende dankte den Anwesenden für ihre rege Beteiligung und schloß die Sitzung mit dem Hinweis auf die nächste Zusammenkunft. In der Aussprache wurde betont, daß die Versorgung der Bevölkerung mit Lebensmitteln unter den gegenwärtigen Verhältnissen die größte Sorgfalt erfordere und daß alle Kreise zur Mitarbeit berufen seien. (377, 2094, 712, 2211)
astro-table (1012, 1436, 1278, 1591)
article-text: Die Angelegenheit wurde in der Versammlung eingehend besprochen und die Vorschläge des Ausschusses mit großer Mehrheit angenommen. Der Vorsitzende dankte den Anwesenden für ihre rege Beteiligung und schloß die Sitzung mit dem Hinweis auf die nächste Zusammenkunft. In der Aussprache wurde betont, daß die Versorgung der Bevölkerung mit Lebensmitteln unter den gegenwärtigen Verhältnissen die größte Sorgfalt erfordere und daß alle Kreise zur Mitarbeit berufen seien. (728, 268, 996, 412)
